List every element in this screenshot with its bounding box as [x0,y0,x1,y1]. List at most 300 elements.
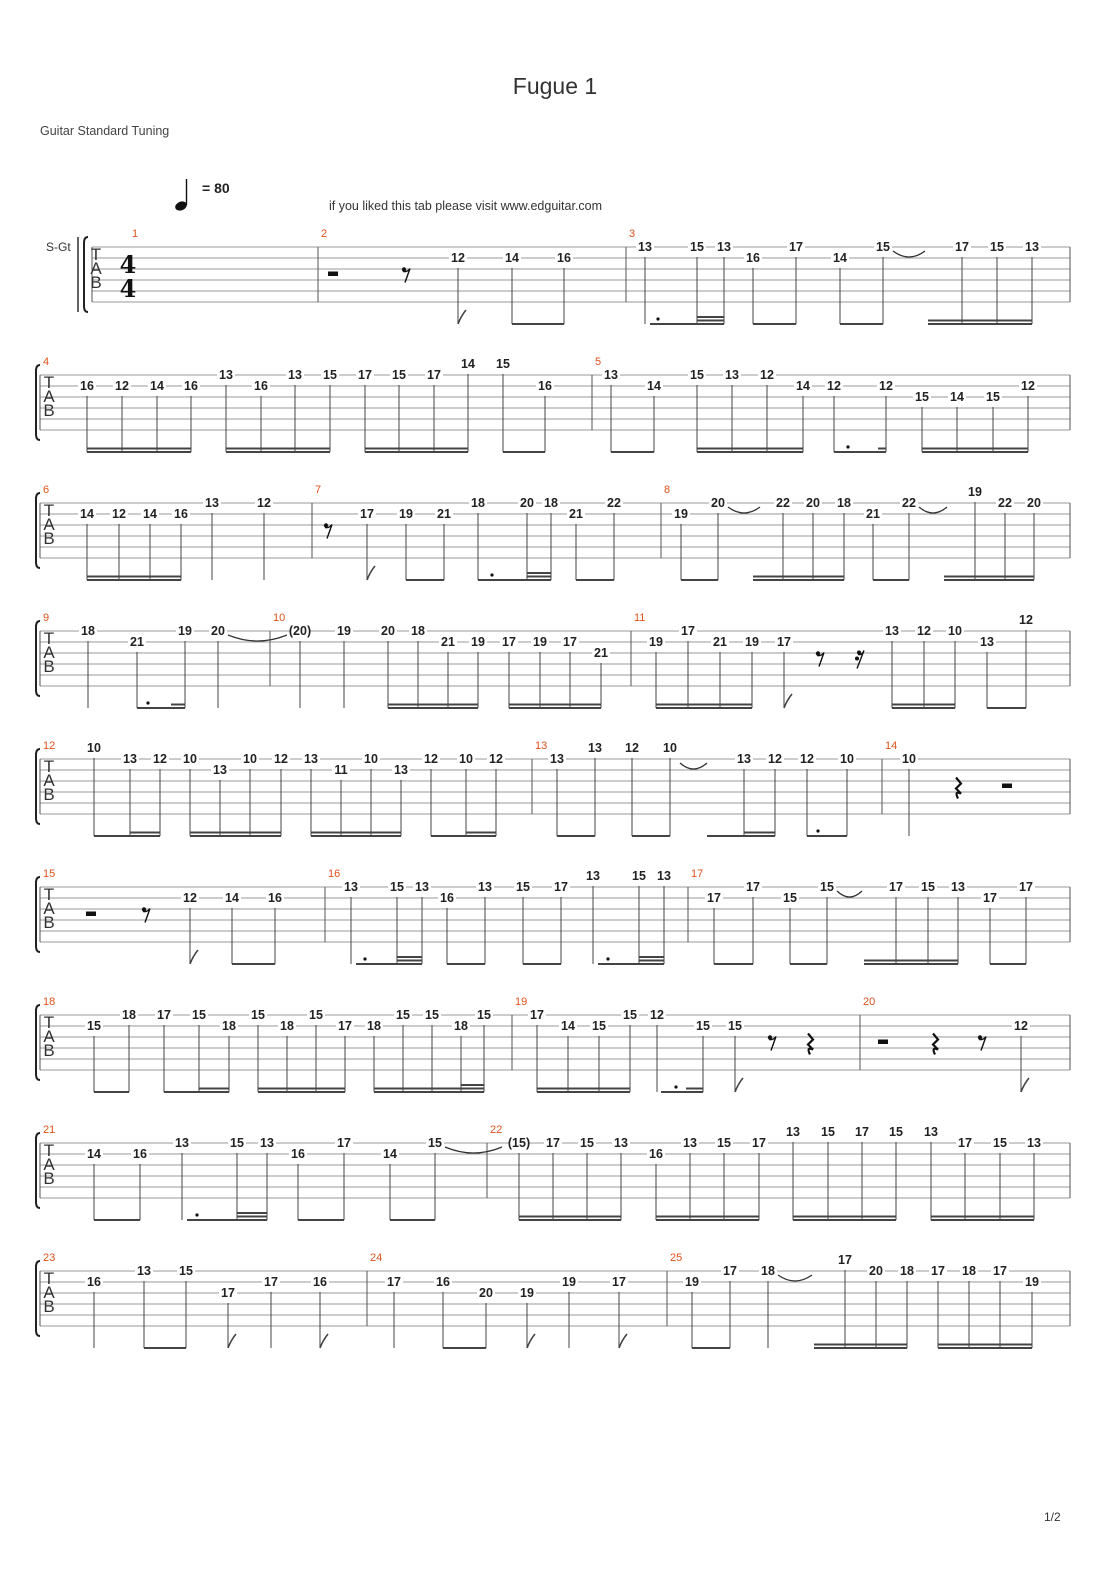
fret-number: 10 [459,752,473,766]
fret-number: 16 [80,379,94,393]
fret-number: 13 [175,1136,189,1150]
fret-number: 12 [1014,1019,1028,1033]
fret-number: 15 [990,240,1004,254]
fret-number: 18 [471,496,485,510]
fret-number: 15 [876,240,890,254]
fret-number: 12 [183,891,197,905]
fret-number: 12 [917,624,931,638]
fret-number: 15 [179,1264,193,1278]
tie [778,1275,812,1281]
tab-clef-letter: T [43,501,55,520]
fret-number: 18 [222,1019,236,1033]
half-rest [1002,784,1012,789]
instrument-label: S-Gt [46,240,71,254]
fret-number: 15 [690,240,704,254]
staff-bracket [36,493,40,568]
fret-number: 19 [337,624,351,638]
fret-number: 15 [632,869,646,883]
fret-number: 10 [364,752,378,766]
fret-number: 15 [428,1136,442,1150]
fret-number: 15 [496,357,510,371]
measure-number: 14 [885,740,898,752]
fret-number: 20 [211,624,225,638]
fret-number: 17 [958,1136,972,1150]
fret-number: 13 [638,240,652,254]
fret-number: 17 [931,1264,945,1278]
fret-number: 13 [588,741,602,755]
fret-number: 15 [820,880,834,894]
fret-number: 16 [746,251,760,265]
fret-number: 12 [650,1008,664,1022]
tab-clef-letter: B [43,1041,55,1060]
tab-clef-letter: T [90,245,102,264]
fret-number: 19 [968,485,982,499]
tab-clef-letter: T [43,1141,55,1160]
fret-number: 13 [586,869,600,883]
tab-clef-letter: T [43,1269,55,1288]
fret-number: 15 [392,368,406,382]
fret-number: 13 [951,880,965,894]
fret-number: 15 [993,1136,1007,1150]
fret-number: 16 [268,891,282,905]
fret-number: 13 [885,624,899,638]
fret-number: 15 [986,390,1000,404]
fret-number: 20 [520,496,534,510]
fret-number: 17 [707,891,721,905]
fret-number: 13 [657,869,671,883]
fret-number: 18 [411,624,425,638]
fret-number: (15) [507,1136,531,1150]
fret-number: 13 [394,763,408,777]
fret-number: 20 [806,496,820,510]
fret-number: 14 [505,251,519,265]
measure-number: 10 [273,612,286,624]
note-flag [619,1334,627,1348]
fret-number: 13 [205,496,219,510]
half-rest [878,1040,888,1045]
note-flag [228,1334,236,1348]
fret-number: 13 [219,368,233,382]
staff-bracket [36,621,40,696]
fret-number: 17 [157,1008,171,1022]
fret-number: 14 [383,1147,397,1161]
fret-number: 17 [502,635,516,649]
tab-clef-letter: A [43,1283,55,1302]
dot [146,701,149,704]
measure-number: 11 [634,612,646,624]
fret-number: 19 [745,635,759,649]
measure-number: 21 [43,1124,56,1136]
tab-clef-letter: B [43,913,55,932]
fret-number: 13 [683,1136,697,1150]
fret-number: 16 [313,1275,327,1289]
fret-number: 17 [752,1136,766,1150]
tab-clef-letter: B [90,273,102,292]
fret-number: 11 [334,763,348,777]
fret-number: 10 [948,624,962,638]
tab-clef-letter: B [43,1297,55,1316]
measure-number: 2 [321,228,328,240]
measure-number: 9 [43,612,50,624]
fret-number: 17 [427,368,441,382]
fret-number: 17 [983,891,997,905]
dot [363,957,366,960]
fret-number: 17 [337,1136,351,1150]
fret-number: 15 [251,1008,265,1022]
dot [606,957,609,960]
fret-number: 21 [569,507,583,521]
fret-number: 14 [80,507,94,521]
tie [837,891,862,897]
dot [490,573,493,576]
fret-number: 14 [833,251,847,265]
fret-number: 17 [546,1136,560,1150]
fret-number: 17 [955,240,969,254]
fret-number: 17 [723,1264,737,1278]
fret-number: 13 [415,880,429,894]
fret-number: 12 [112,507,126,521]
fret-number: 20 [869,1264,883,1278]
dot [816,829,819,832]
fret-number: 12 [768,752,782,766]
tab-clef-letter: B [43,785,55,804]
fret-number: 16 [436,1275,450,1289]
dot [656,317,659,320]
measure-number: 25 [670,1252,683,1264]
fret-number: 12 [115,379,129,393]
fret-number: 10 [902,752,916,766]
fret-number: (20) [288,624,312,638]
measure-number: 5 [595,356,602,368]
fret-number: 18 [900,1264,914,1278]
staff-bracket [36,1261,40,1336]
tie [228,635,287,641]
fret-number: 13 [344,880,358,894]
fret-number: 17 [338,1019,352,1033]
fret-number: 14 [143,507,157,521]
fret-number: 17 [358,368,372,382]
measure-number: 19 [515,996,528,1008]
fret-number: 15 [192,1008,206,1022]
fret-number: 19 [399,507,413,521]
fret-number: 12 [1021,379,1035,393]
fret-number: 18 [367,1019,381,1033]
fret-number: 18 [81,624,95,638]
fret-number: 13 [123,752,137,766]
measure-number: 12 [43,740,56,752]
note-flag [784,694,792,708]
fret-number: 13 [288,368,302,382]
fret-number: 17 [789,240,803,254]
tab-clef-letter: T [43,885,55,904]
fret-number: 21 [441,635,455,649]
measure-number: 3 [629,228,636,240]
fret-number: 15 [477,1008,491,1022]
staff-bracket [36,1133,40,1208]
tab-clef-letter: A [43,899,55,918]
tempo-value: = 80 [202,180,230,196]
fret-number: 19 [520,1286,534,1300]
tab-clef-letter: T [43,1013,55,1032]
fret-number: 16 [649,1147,663,1161]
fret-number: 15 [696,1019,710,1033]
fret-number: 13 [478,880,492,894]
fret-number: 17 [777,635,791,649]
dot [674,1085,677,1088]
measure-number: 16 [328,868,341,880]
half-rest [328,272,338,277]
fret-number: 21 [594,646,608,660]
fret-number: 12 [625,741,639,755]
fret-number: 12 [451,251,465,265]
fret-number: 14 [87,1147,101,1161]
fret-number: 12 [800,752,814,766]
fret-number: 10 [183,752,197,766]
measure-number: 22 [490,1124,503,1136]
fret-number: 13 [614,1136,628,1150]
fret-number: 19 [533,635,547,649]
fret-number: 17 [681,624,695,638]
fret-number: 14 [150,379,164,393]
tab-clef-letter: A [43,771,55,790]
fret-number: 15 [690,368,704,382]
measure-number: 13 [535,740,548,752]
fret-number: 22 [776,496,790,510]
fret-number: 13 [924,1125,938,1139]
score-title: Fugue 1 [512,73,598,99]
staff-bracket [36,877,40,952]
note-flag [367,566,375,580]
tab-clef-letter: B [43,529,55,548]
tab-clef-letter: A [43,1155,55,1174]
tab-clef-letter: A [43,387,55,406]
fret-number: 17 [855,1125,869,1139]
fret-number: 19 [685,1275,699,1289]
fret-number: 21 [866,507,880,521]
tie [728,507,760,513]
fret-number: 15 [323,368,337,382]
fret-number: 15 [728,1019,742,1033]
staff-bracket [36,1005,40,1080]
fret-number: 13 [717,240,731,254]
fret-number: 16 [174,507,188,521]
staff-bracket [36,365,40,440]
fret-number: 12 [424,752,438,766]
time-signature-bottom: 4 [119,274,137,303]
fret-number: 12 [257,496,271,510]
fret-number: 17 [993,1264,1007,1278]
fret-number: 12 [1019,613,1033,627]
tab-clef-letter: T [43,757,55,776]
note-flag [320,1334,328,1348]
fret-number: 18 [962,1264,976,1278]
fret-number: 16 [133,1147,147,1161]
fret-number: 12 [153,752,167,766]
measure-number: 1 [132,228,139,240]
fret-number: 16 [557,251,571,265]
fret-number: 17 [889,880,903,894]
dot [195,1213,198,1216]
fret-number: 15 [87,1019,101,1033]
fret-number: 12 [827,379,841,393]
fret-number: 13 [786,1125,800,1139]
tab-clef-letter: B [43,1169,55,1188]
measure-number: 23 [43,1252,56,1264]
staff-bracket [84,237,88,312]
fret-number: 20 [381,624,395,638]
fret-number: 13 [260,1136,274,1150]
fret-number: 18 [280,1019,294,1033]
credit-text: if you liked this tab please visit www.edguitar.com [329,199,603,213]
note-flag [1021,1078,1029,1092]
tab-clef-letter: T [43,629,55,648]
fret-number: 20 [711,496,725,510]
measure-number: 4 [43,356,50,368]
fret-number: 16 [254,379,268,393]
fret-number: 15 [309,1008,323,1022]
fret-number: 16 [291,1147,305,1161]
fret-number: 15 [915,390,929,404]
measure-number: 20 [863,996,876,1008]
fret-number: 14 [225,891,239,905]
tab-clef-letter: T [43,373,55,392]
measure-number: 7 [315,484,322,496]
fret-number: 18 [761,1264,775,1278]
fret-number: 15 [425,1008,439,1022]
fret-number: 12 [760,368,774,382]
fret-number: 10 [663,741,677,755]
tie [680,763,707,769]
fret-number: 19 [471,635,485,649]
dot [846,445,849,448]
fret-number: 19 [649,635,663,649]
tab-clef-letter: A [43,515,55,534]
tab-clef-letter: B [43,401,55,420]
fret-number: 13 [550,752,564,766]
half-rest [86,912,96,917]
time-signature-top: 4 [119,250,137,279]
measure-number: 15 [43,868,56,880]
fret-number: 15 [717,1136,731,1150]
measure-number: 24 [370,1252,383,1264]
fret-number: 19 [562,1275,576,1289]
fret-number: 21 [130,635,144,649]
fret-number: 21 [437,507,451,521]
fret-number: 19 [674,507,688,521]
note-flag [190,950,198,964]
fret-number: 17 [838,1253,852,1267]
tab-clef-letter: A [43,1027,55,1046]
fret-number: 15 [821,1125,835,1139]
fret-number: 13 [1027,1136,1041,1150]
fret-number: 15 [390,880,404,894]
fret-number: 18 [837,496,851,510]
fret-number: 17 [563,635,577,649]
page-number: 1/2 [1044,1510,1061,1524]
fret-number: 17 [360,507,374,521]
fret-number: 12 [879,379,893,393]
tie [893,251,925,257]
staff-row [78,237,1070,312]
fret-number: 22 [998,496,1012,510]
fret-number: 14 [561,1019,575,1033]
fret-number: 17 [387,1275,401,1289]
fret-number: 16 [440,891,454,905]
fret-number: 14 [950,390,964,404]
sixteenth-rest-dot [855,657,859,661]
fret-number: 13 [604,368,618,382]
fret-number: 15 [396,1008,410,1022]
fret-number: 10 [243,752,257,766]
fret-number: 19 [1025,1275,1039,1289]
fret-number: 13 [980,635,994,649]
fret-number: 17 [264,1275,278,1289]
measure-number: 8 [664,484,671,496]
tab-clef-letter: A [90,259,102,278]
fret-number: 15 [230,1136,244,1150]
tab-clef-letter: B [43,657,55,676]
fret-number: 18 [122,1008,136,1022]
fret-number: 22 [607,496,621,510]
tie [919,507,947,513]
fret-number: 20 [479,1286,493,1300]
fret-number: 16 [184,379,198,393]
fret-number: 14 [796,379,810,393]
fret-number: 15 [592,1019,606,1033]
fret-number: 15 [921,880,935,894]
fret-number: 14 [647,379,661,393]
fret-number: 15 [889,1125,903,1139]
fret-number: 12 [489,752,503,766]
fret-number: 10 [87,741,101,755]
fret-number: 10 [840,752,854,766]
fret-number: 17 [221,1286,235,1300]
fret-number: 17 [746,880,760,894]
measure-number: 6 [43,484,50,496]
fret-number: 22 [902,496,916,510]
note-flag [527,1334,535,1348]
measure-number: 17 [691,868,704,880]
tie [445,1147,502,1153]
fret-number: 17 [1019,880,1033,894]
fret-number: 13 [304,752,318,766]
tuning-label: Guitar Standard Tuning [40,124,170,138]
fret-number: 21 [713,635,727,649]
tab-clef-letter: A [43,643,55,662]
fret-number: 13 [737,752,751,766]
fret-number: 14 [461,357,475,371]
fret-number: 15 [623,1008,637,1022]
fret-number: 17 [612,1275,626,1289]
fret-number: 17 [530,1008,544,1022]
fret-number: 13 [725,368,739,382]
fret-number: 16 [538,379,552,393]
fret-number: 18 [454,1019,468,1033]
note-flag [735,1078,743,1092]
fret-number: 13 [1025,240,1039,254]
fret-number: 15 [516,880,530,894]
fret-number: 19 [178,624,192,638]
fret-number: 20 [1027,496,1041,510]
fret-number: 15 [580,1136,594,1150]
measure-number: 18 [43,996,56,1008]
fret-number: 16 [87,1275,101,1289]
fret-number: 13 [213,763,227,777]
note-flag [458,310,466,324]
fret-number: 12 [274,752,288,766]
fret-number: 13 [137,1264,151,1278]
fret-number: 17 [554,880,568,894]
